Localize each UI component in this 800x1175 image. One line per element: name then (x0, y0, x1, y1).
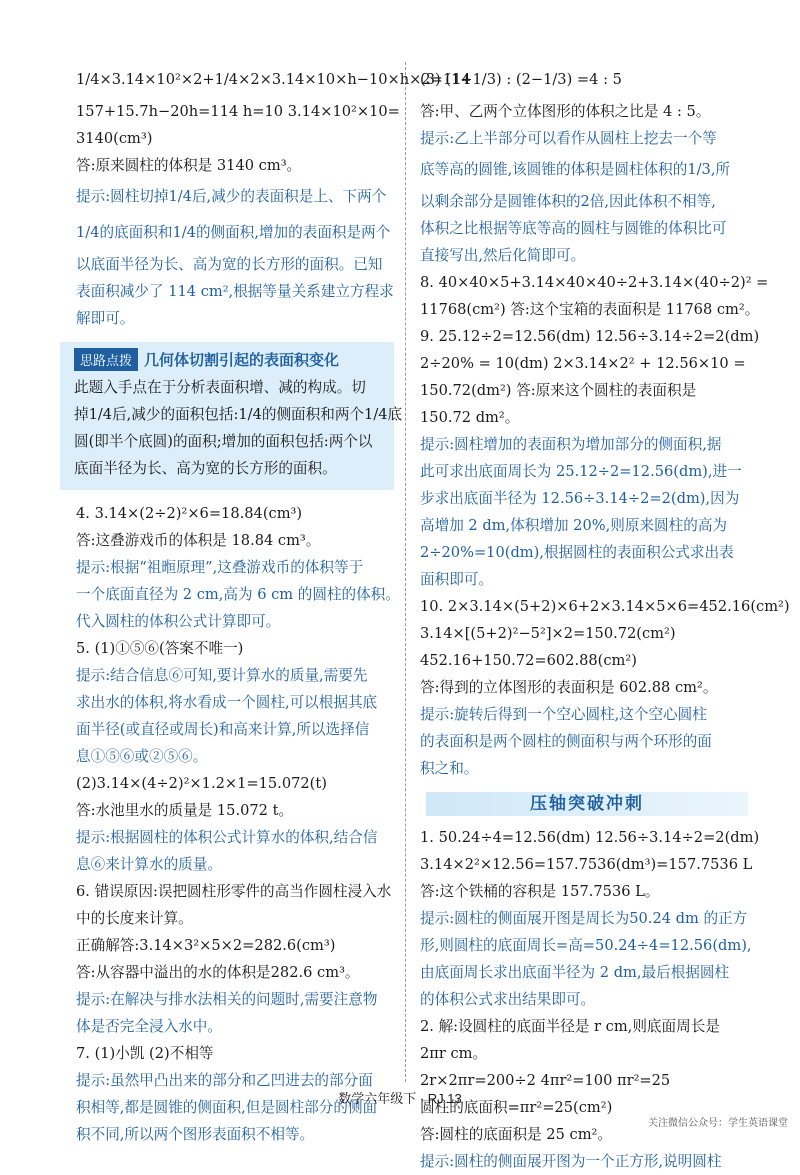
left2-line: (2)3.14×(4÷2)²×1.2×1=15.072(t) (76, 775, 327, 792)
section-banner: 压轴突破冲刺 (426, 792, 748, 816)
left-line: 157+15.7h−20h=114 h=10 3.14×10²×10= (76, 103, 400, 120)
left-line: 提示:圆柱切掉1/4后,减少的表面积是上、下两个 (76, 188, 387, 205)
right-line: 体积之比根据等底等高的圆柱与圆锥的体积比可 (420, 220, 727, 237)
right-line: 提示:乙上半部分可以看作从圆柱上挖去一个等 (420, 130, 717, 147)
right-line: 积之和。 (420, 760, 479, 777)
right-line: 452.16+150.72=602.88(cm²) (420, 652, 637, 669)
left2-line: 正确解答:3.14×3²×5×2=282.6(cm³) (76, 937, 336, 954)
right-line: 答:甲、乙两个立体图形的体积之比是 4 : 5。 (420, 103, 711, 120)
right2-line: 圆柱的底面积=πr²=25(cm²) (420, 1099, 613, 1116)
right-line: 150.72 dm²。 (420, 409, 520, 426)
left2-line: 答:从容器中溢出的水的体积是282.6 cm³。 (76, 964, 360, 981)
right-line: 2÷20%=10(dm),根据圆柱的表面积公式求出表 (420, 544, 734, 561)
right-line: 11768(cm²) 答:这个宝箱的表面积是 11768 cm²。 (420, 301, 760, 318)
right-line: 底等高的圆锥,该圆锥的体积是圆柱体积的1/3,所 (420, 161, 731, 178)
right-line: 10. 2×3.14×(5+2)×6+2×3.14×5×6=452.16(cm²) (420, 598, 790, 615)
left2-line: 5. (1)①⑤⑥(答案不唯一) (76, 640, 244, 657)
left2-line: 中的长度来计算。 (76, 910, 193, 927)
left2-line: 体是否完全浸入水中。 (76, 1018, 222, 1035)
column-divider (405, 62, 406, 1082)
right-line: 提示:旋转后得到一个空心圆柱,这个空心圆柱 (420, 706, 707, 723)
left2-line: 6. 错误原因:误把圆柱形零件的高当作圆柱浸入水 (76, 883, 392, 900)
left2-line: 7. (1)小凯 (2)不相等 (76, 1045, 214, 1062)
left2-line: 提示:虽然甲凸出来的部分和乙凹进去的部分面 (76, 1072, 373, 1089)
left2-line: 代入圆柱的体积公式计算即可。 (76, 613, 281, 630)
right-line: 的表面积是两个圆柱的侧面积与两个环形的面 (420, 733, 712, 750)
right-column (420, 62, 790, 1175)
right2-line: 2r×2πr=200÷2 4πr²=100 πr²=25 (420, 1072, 671, 1089)
left2-line: 提示:在解决与排水法相关的问题时,需要注意物 (76, 991, 378, 1008)
right2-line: 答:圆柱的底面积是 25 cm²。 (420, 1126, 612, 1143)
right-line: 答:得到的立体图形的表面积是 602.88 cm²。 (420, 679, 718, 696)
right-line: (3) (1+1/3) : (2−1/3) =4 : 5 (420, 71, 622, 88)
right-block-a (420, 62, 790, 782)
callout-line: 掉1/4后,减少的面积包括:1/4的侧面积和两个1/4底 (74, 406, 403, 423)
page-footer: 数学六年级下 · RJ 13 (338, 1091, 462, 1106)
tip-callout (60, 342, 403, 490)
right-line: 3.14×[(5+2)²−5²]×2=150.72(cm²) (420, 625, 676, 642)
right2-line: 答:这个铁桶的容积是 157.7536 L。 (420, 883, 660, 900)
left2-line: 答:这叠游戏币的体积是 18.84 cm³。 (76, 532, 321, 549)
right-line: 8. 40×40×5+3.14×40×40÷2+3.14×(40÷2)² = (420, 274, 769, 291)
right-line: 提示:圆柱增加的表面积为增加部分的侧面积,据 (420, 436, 722, 453)
left2-line: 一个底面直径为 2 cm,高为 6 cm 的圆柱的体积。 (76, 586, 400, 603)
callout-line: 此题入手点在于分析表面积增、减的构成。切 (74, 379, 366, 396)
left-line: 答:原来圆柱的体积是 3140 cm³。 (76, 157, 302, 174)
left-line: 1/4的底面积和1/4的侧面积,增加的表面积是两个 (76, 224, 391, 241)
right-line: 直接写出,然后化简即可。 (420, 247, 586, 264)
left-line: 解即可。 (76, 310, 135, 327)
right2-line: 2πr cm。 (420, 1045, 488, 1062)
left-line: 以底面半径为长、高为宽的长方形的面积。已知 (76, 256, 383, 273)
right2-line: 提示:圆柱的侧面展开图为一个正方形,说明圆柱 (420, 1153, 722, 1170)
left2-line: 4. 3.14×(2÷2)²×6=18.84(cm³) (76, 505, 303, 522)
watermark: 关注微信公众号：学生英语课堂 (648, 1118, 788, 1129)
right-line: 2÷20% = 10(dm) 2×3.14×2² + 12.56×10 = (420, 355, 746, 372)
left2-line: 答:水池里水的质量是 15.072 t。 (76, 802, 294, 819)
left2-line: 求出水的体积,将水看成一个圆柱,可以根据其底 (76, 694, 378, 711)
right-line: 面积即可。 (420, 571, 493, 588)
left-line: 3140(cm³) (76, 130, 153, 147)
callout-title: 几何体切割引起的表面积变化 (144, 351, 340, 369)
right2-line: 提示:圆柱的侧面展开图是周长为50.24 dm 的正方 (420, 910, 748, 927)
callout-header (74, 348, 386, 370)
right-line: 150.72(dm²) 答:原来这个圆柱的表面积是 (420, 382, 697, 399)
left2-line: 提示:根据圆柱的体积公式计算水的体积,结合信 (76, 829, 378, 846)
right-line: 高增加 2 dm,体积增加 20%,则原来圆柱的高为 (420, 517, 728, 534)
left2-line: 息⑥来计算水的质量。 (76, 856, 222, 873)
right-line: 步求出底面半径为 12.56÷3.14÷2=2(dm),因为 (420, 490, 740, 507)
right2-line: 3.14×2²×12.56=157.7536(dm³)=157.7536 L (420, 856, 753, 873)
right-line: 9. 25.12÷2=12.56(dm) 12.56÷3.14÷2=2(dm) (420, 328, 760, 345)
right2-line: 由底面周长求出底面半径为 2 dm,最后根据圆柱 (420, 964, 730, 981)
right2-line: 1. 50.24÷4=12.56(dm) 12.56÷3.14÷2=2(dm) (420, 829, 760, 846)
right2-line: 的体积公式求出结果即可。 (420, 991, 596, 1008)
lightbulb-icon-tag: 思路点拨 (74, 348, 138, 371)
right-line: 以剩余部分是圆锥体积的2倍,因此体积不相等, (420, 193, 716, 210)
callout-line: 底面半径为长、高为宽的长方形的面积。 (74, 460, 337, 477)
callout-body (74, 374, 403, 482)
left-block-a (76, 62, 471, 332)
left2-line: 积相等,都是圆锥的侧面积,但是圆柱部分的侧面 (76, 1099, 378, 1116)
right2-line: 2. 解:设圆柱的底面半径是 r cm,则底面周长是 (420, 1018, 720, 1035)
left-line: 1/4×3.14×10²×2+1/4×2×3.14×10×h−10×h×2=114 (76, 71, 471, 88)
left2-line: 息①⑤⑥或②⑤⑥。 (76, 748, 208, 765)
left2-line: 面半径(或直径或周长)和高来计算,所以选择信 (76, 721, 370, 738)
right2-line: 形,则圆柱的底面周长=高=50.24÷4=12.56(dm), (420, 937, 752, 954)
left2-line: 积不同,所以两个图形表面积不相等。 (76, 1126, 315, 1143)
right-line: 此可求出底面周长为 25.12÷2=12.56(dm),进一 (420, 463, 742, 480)
left-line: 表面积减少了 114 cm²,根据等量关系建立方程求 (76, 283, 394, 300)
left2-line: 提示:根据“祖暅原理”,这叠游戏币的体积等于 (76, 559, 364, 576)
callout-line: 圆(即半个底圆)的面积;增加的面积包括:两个以 (74, 433, 373, 450)
left2-line: 提示:结合信息⑥可知,要计算水的质量,需要先 (76, 667, 368, 684)
